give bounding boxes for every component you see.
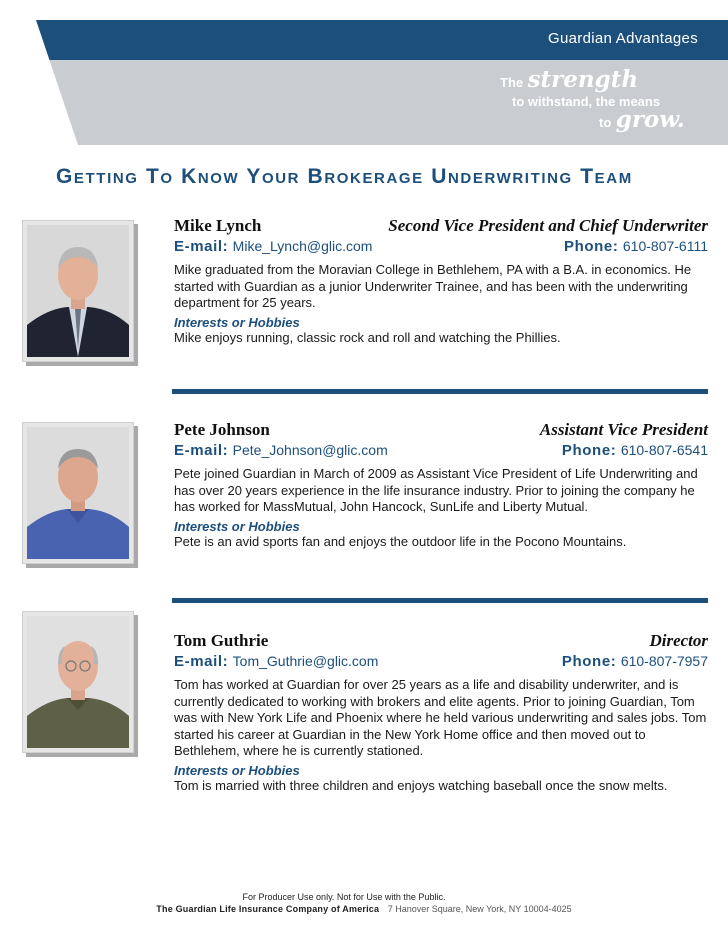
tagline-strength: strength [527, 66, 639, 93]
email-link[interactable]: Mike_Lynch@glic.com [232, 238, 373, 254]
email-link[interactable]: Pete_Johnson@glic.com [232, 442, 388, 458]
info-pete-johnson [172, 420, 708, 550]
phone-label: Phone: [561, 442, 617, 459]
phone-number: 610-807-6541 [620, 442, 708, 458]
person-role: Director [649, 631, 708, 650]
footer [0, 892, 728, 914]
section-divider [172, 598, 708, 603]
bio-text: Tom has worked at Guardian for over 25 years as a life and disability underwriter, and is currently dedicated to working with brokers and elite agents. Prior to joining Guardian, Tom was with New York Life and Phoenix where he held various underwriting and sales jobs. Tom started his career at Guardian in the New York Home office and then moved out to Bethlehem, where he is currently stationed. [174, 677, 707, 758]
name-row [172, 216, 708, 238]
header-banner [0, 0, 728, 145]
hobbies-heading: Interests or Hobbies [174, 762, 300, 778]
contact-row [172, 238, 708, 260]
contact-row [172, 442, 708, 464]
photo-tom-guthrie [22, 611, 134, 753]
email-label: E-mail: [174, 442, 229, 459]
contact-row [172, 653, 708, 675]
footer-company: The Guardian Life Insurance Company of America [156, 904, 380, 914]
footer-company-line [0, 904, 728, 914]
portrait-icon [27, 427, 129, 559]
email-line [174, 238, 372, 256]
info-mike-lynch [172, 216, 708, 346]
info-tom-guthrie [172, 631, 708, 794]
hobbies-heading: Interests or Hobbies [174, 518, 300, 534]
tagline-line3 [599, 106, 685, 133]
email-link[interactable]: Tom_Guthrie@glic.com [232, 653, 379, 669]
email-line [174, 442, 388, 460]
person-name: Pete Johnson [174, 420, 270, 439]
hobbies-text: Mike enjoys running, classic rock and roll and watching the Phillies. [174, 329, 561, 345]
phone-line [562, 653, 708, 671]
name-row [172, 420, 708, 442]
person-role: Assistant Vice President [539, 420, 708, 439]
hobbies-heading: Interests or Hobbies [174, 314, 300, 330]
person-name: Tom Guthrie [174, 631, 269, 650]
section-divider [172, 389, 708, 394]
bio-text: Mike graduated from the Moravian College in Bethlehem, PA with a B.A. in economics. He started with Guardian as a junior Underwriter Trainee, and has been with the underwriting department for 25 years. [174, 262, 692, 310]
phone-label: Phone: [564, 238, 619, 255]
portrait-icon [27, 225, 129, 357]
hobbies-text: Tom is married with three children and enjoys watching baseball once the snow melts. [174, 777, 668, 793]
tagline-grow: grow. [615, 106, 685, 133]
name-row [172, 631, 708, 653]
portrait-icon [27, 616, 129, 748]
photo-pete-johnson [22, 422, 134, 564]
phone-number: 610-807-6111 [622, 238, 708, 254]
guardian-advantages-title: Guardian Advantages [548, 30, 698, 47]
phone-number: 610-807-7957 [620, 653, 708, 669]
page-title: Getting To Know Your Brokerage Underwriting Team [56, 165, 633, 188]
tagline-the: The [500, 75, 524, 90]
phone-label: Phone: [561, 653, 617, 670]
hobbies-text: Pete is an avid sports fan and enjoys the outdoor life in the Pocono Mountains. [174, 533, 627, 549]
bio-text: Pete joined Guardian in March of 2009 as Assistant Vice President of Life Underwriting and has over 20 years experience in the life insurance industry. Prior to joining the company he has worked for MassMutual, John Hancock, SunLife and Liberty Mutual. [174, 466, 698, 514]
tagline-to: to [599, 115, 612, 130]
tagline-line2: to withstand, the means [512, 94, 661, 109]
email-label: E-mail: [174, 238, 229, 255]
person-name: Mike Lynch [174, 216, 262, 235]
footer-notice: For Producer Use only. Not for Use with the Public. [242, 892, 446, 902]
footer-address: 7 Hanover Square, New York, NY 10004-4025 [387, 904, 572, 914]
photo-mike-lynch [22, 220, 134, 362]
email-line [174, 653, 378, 671]
email-label: E-mail: [174, 653, 229, 670]
tagline-line1 [500, 66, 638, 93]
phone-line [562, 442, 708, 460]
phone-line [564, 238, 708, 256]
person-role: Second Vice President and Chief Underwriter [388, 216, 708, 235]
